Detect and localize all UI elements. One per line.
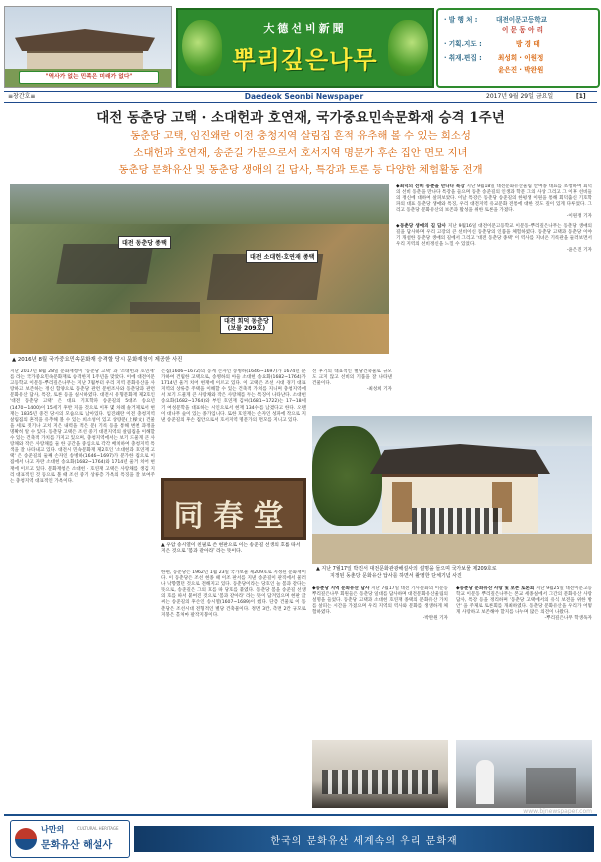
news3-byline: -박완원 기자 <box>422 616 448 622</box>
main-aerial-photo <box>10 184 389 354</box>
subheadline-1: 동춘당 고택, 임진왜란 이전 충청지역 살림집 흔적 유추해 볼 수 있는 희소성 <box>130 130 471 142</box>
news1-body: 지난 9월18일 대전문화유산울림 안여종 대표를 초청하여 회덕의 선비 동춘을 만나다 특강을 들으며 동춘 송준길의 인생과 학문 그의 사상 그리고 그 이후 선비들의 정신에 대하여 살펴보았다. 이날 특강은 동춘당 송준길의 한평생 이원을 통해 회덕출신 기호학파의 대표 동춘당 생애와 특징, 우리 대전지역 유교문화 전통에 대한 것도 깊이 있게 다루었다. 그리고 동춘당 문화유산의 보존과 활성을 위한 토론을 가졌다. <box>396 184 592 214</box>
news3-article <box>312 586 448 736</box>
plaque-sign-text: 同春堂 <box>173 499 294 534</box>
group-photo <box>312 416 592 564</box>
footer-slogan-band <box>134 826 594 852</box>
footer-bar <box>4 814 597 860</box>
footer-logo <box>10 820 130 858</box>
publisher-label: · 발 행 처 : <box>444 16 478 24</box>
watermark: www.bjnewspaper.com <box>523 808 592 815</box>
masthead-title-box <box>176 8 434 88</box>
reporters-label: · 취재.편집 : <box>444 54 482 62</box>
taegeuk-icon <box>15 828 37 850</box>
paper-title: 뿌리깊은나무 <box>232 45 378 74</box>
photo-label-hoedeok-name: 대전 회덕 동춘당 <box>224 318 269 325</box>
news3-body: 지난 7월17일 대전 기사문화의 이문동 뿌리깊은나무 회원들은 동춘당 일대를 답사하며 대전문화유산울림의 설명을 들었다. 동춘당 고택과 소대헌 호연재 종택의 문화유산 가치를 살피는 시간을 가졌으며 우리 지역의 역사와 문화를 생생하게 체험하였다. <box>312 586 448 616</box>
article-column-1: 지난 2017년 8월 28일 문화재청이 '동춘당 고택' 과 '소대헌과 호연재' 를 라는 국가중요민속문화재로 승격한지 1주년을 맞았다. 이에 대전이문고등학교 이문동-뿌리깊은나무는 지난 7월부터 우리 지역 문화유산을 사랑하고 보존하는 정신 함양으로 동춘당 관련 문헌조사와 동춘당과 관련 문화유산 답사, 특강, 토론 등을 실시하였다. 대전시 유형문화재 제2호인 '대전 동춘당 고택' 은 대표 기호학파 송준길의 5대조 송요년(1470~1400)이 15세기 후반 지을 것으로 이후 몇 차례 솔거제로서 현재는 1835년 중건 당시의 모습으로 남아있다. 임진왜란 이전 충청지역 살림집의 흔적을 유추해 볼 수 있는 희소성이 있고 상량문(上樑文) 건물을 세로 짓기나 고치 지은 내력을 적은 문) 기록 등을 통해 변천 과정을 명확히 알 수 있다. 동춘당 고택은 조선 중기 대전지역의 살림집을 이해할 수 있는 건축적 가치를 가지고 있으며, 충청지역에서는 보기 드물게 큰 사랑채와 작은 사랑채를 둘 한 공간을 중심으로 각각 배치하여 충청지역 특색을 잘 나타내고 있다. 대전시 민속문화재 제2호인 '소대헌과 호연재 고택' 은 송준길의 둘째 손자인 송병하(1646~1697)가 분가한 집으로 이 집에서 나고 자란 소대헌 송요화(1682~1764)와 1714년 울거 치어 현재에 이르고 있다. 문화재청은 소대헌 · 호연재 고택은 사랑채를 생김 지리 대표적인 것 등으로 볼 때 조선 중기 상류층 가옥의 특징을 잘 보여주는 충청지역 대표적인 가옥이다. <box>10 369 155 484</box>
article-column-3a <box>312 369 392 409</box>
article-column-2b: 한편, 동춘당은 1962년 1월 23일 국가보물 제209호로 지정된 문화재이다. 이 동춘당은 조선 현종 때 이조 판서를 지낸 송준길이 관직에서 물러나 낙향했던 것으로 전해지고 있다. 동춘당이라는 당호인 늘 봄과 같다는 뜻으로, 송준길은 그의 호를 따 당호를 붙였다. 동춘당 봄을 송준길 선생의 호를 따서 붙여진 것으로 '봄과 같아라' 라는 뜻이 담겨있으며 현판 글씨는 송준길의 후손인 송시열(1607~1689)이 썼다. 단층 건물로 이 동춘당은 조선시대 전형적인 별당 건축물이다. 정면 3칸, 측면 2칸 규모로 지붕은 홑처마 팔작지붕이다. <box>161 570 306 618</box>
leaf-decoration-right <box>388 20 428 76</box>
headline: 대전 동춘당 고택 · 소대헌과 호연재, 국가중요민속문화재 승격 1주년 <box>96 110 505 126</box>
news2-byline: -윤은진 기자 <box>566 247 592 253</box>
plaque-photo-caption: ▲ 우암 송시열이 친필로 쓴 현판으로 이는 송준길 선생의 호를 따서 지은 것으로 '봄과 같아라' 라는 뜻이다. <box>161 543 301 555</box>
photo-label-dongchundang-jongtaek: 대전 동춘당 종택 <box>118 236 171 249</box>
main-photo-caption: ▲ 2016년 8월 국가중요민속문화재 승격할 당시 문화재청이 제공한 사진 <box>12 357 183 363</box>
footer-logo-line1: 나만의 <box>41 824 65 834</box>
issue-strip <box>4 91 597 103</box>
masthead-credits <box>436 8 600 88</box>
photo-label-hoedeok-dongchundang <box>220 316 273 334</box>
subheadline-2: 소대헌과 호연재, 송준길 가문으로서 호서지역 명문가 후손 집안 면모 지녀 <box>133 147 468 159</box>
issue-date: 2017년 9월 29일 금요일 <box>486 93 554 100</box>
news-column-right <box>396 184 592 410</box>
photo-label-sodaeheon: 대전 소대헌·호연재 종택 <box>246 250 318 263</box>
news1-byline: -이원정 기자 <box>566 214 592 220</box>
news4-byline: -뿌리깊은나무 학생독자 <box>544 616 592 622</box>
column-3a-byline: -최성희 기자 <box>366 387 392 393</box>
reporters-line1: 최성희 · 이원정 <box>498 54 544 62</box>
masthead-slogan: "역사가 없는 민족은 미래가 없다" <box>19 71 159 84</box>
issue-label: ≡창간호≡ <box>8 93 36 100</box>
leaf-decoration-left <box>182 20 222 76</box>
news4-body: 지난 9월25일 대전이문고등학교 이문동 뿌리깊은나무는 본교 세종실에서 그간의 문화유산 사랑 답사, 특강 등을 정리하며 '동춘당 고택에서의 유식 보전을 위한 방안' 을 주제로 토론회를 개최하였다. 동춘당 문화유산을 우리가 어떻게 사랑하고 보존해야 할지를 나누며 많은 의견이 나왔다. <box>456 586 592 616</box>
news2-body: 지난 9월16일 대전이문고등학교 이문동-뿌리깊은나무는 동춘당 생애의 길을 답사하며 우리 고장의 큰 선비이신 동춘당의 인품을 체험하였다. 동춘당 고택과 동춘당 이야기 개설한 동춘당 생애의 길에서 그리고 '대전 동춘당 종택' 이 역사를 지녀온 기록관을 둘러보면서 우리 지역의 선비정신을 느낄 수 있었다. <box>396 223 592 247</box>
planner-label: · 기획.지도 : <box>444 40 482 48</box>
lecture-photo <box>312 740 448 808</box>
news4-title: ◆동춘당 문화유산 사랑 및 보존 토론회 <box>456 586 535 591</box>
footer-logo-small: CULTURAL HERITAGE <box>77 826 119 831</box>
publisher-club: 이 문 동 아 리 <box>502 26 544 34</box>
group-photo-caption-2: 지정된 동춘당 문화유산 답사를 하면서 촬영한 단체기념 사진 <box>330 573 462 579</box>
paper-english-name: Daedeok Seonbi Newspaper <box>244 92 364 101</box>
planner: 방 경 태 <box>516 40 540 48</box>
news1-title: ◆최덕의 선비 동춘을 만나다 특강 <box>396 184 465 189</box>
publisher: 대전이문고등학교 <box>496 16 547 24</box>
masthead <box>4 6 597 90</box>
reporters-line2: 윤은진 · 박완원 <box>498 66 544 74</box>
footer-slogan: 한국의 문화유산 세계속의 우리 문화재 <box>270 836 458 847</box>
news3-title: ◆동춘당 지역 문화유산 답사 <box>312 586 370 591</box>
news4-article <box>456 586 592 736</box>
paper-small-title: 大德선비新聞 <box>263 22 347 35</box>
footer-logo-line2: 문화유산 해설사 <box>41 840 113 851</box>
column-3a-body: 선 후기의 대표적인 별당건축물로 규모도 크지 않고 선비의 기품을 잘 나타낸 건물이다. <box>312 369 392 387</box>
group-photo-caption-1: ▲ 지난 7월17일 박진서 대전문화관광해설사의 설명을 들으며 국가보물 제209호로 <box>316 566 497 572</box>
masthead-hanok-image <box>4 6 172 88</box>
discussion-photo <box>456 740 592 808</box>
article-column-2a: 은집(1606~1672)의 동계 손자인 송병하(1646~1697)가 1674년 분가하여 건립한 고택으로, 송병하의 아들 소대헌 송요화(1682~1764)가 1714년 울거 치어 현재에 이르고 있다. 이 고택은 조선 시대 경기 대표 지역의 상류층 주택을 이해할 수 있는 건축적 가치를 지니며 충청지역에서 보기 드물게 큰 사랑채와 작은 사랑채를 두는 특징이 나타난다. 소대헌 송요화(1682~1764)와 부인 호연재 김씨(1681~1722)는 17~18세기 여성문학을 대표하는 시인으로서 현재 134수를 남겼다고 한다. 오랜 이 대나무 숲이 있는 종가입니다. 또한 호연재는 손자인 성파에 작으로 지낸 송준길의 후손 집안으로서 호서지역 명문가의 면모를 지니고 있다. <box>161 369 306 423</box>
plaque-photo <box>161 478 306 540</box>
page-number: [1] <box>576 93 586 100</box>
subheadline-3: 동춘당 문화유산 및 동춘당 생애의 길 답사, 특강과 토론 등 다양한 체험활동 전개 <box>118 164 483 176</box>
news2-title: ◆동춘당 생애의 길 답사 <box>396 223 446 229</box>
photo-label-hoedeok-treasure: (보물 209호) <box>227 325 266 332</box>
